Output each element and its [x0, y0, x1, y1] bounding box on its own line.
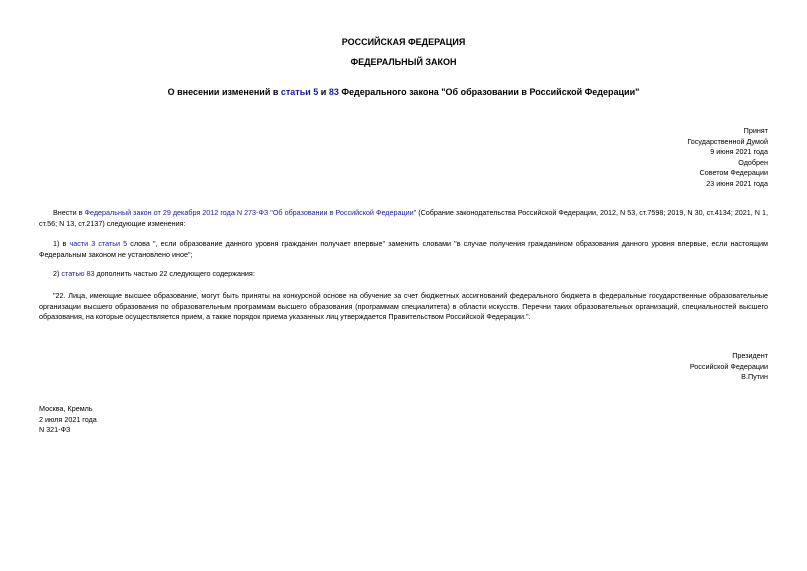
- title-mid2: Федерального закона "Об образовании в Российской Федерации": [338, 87, 640, 97]
- item1-prefix: 1) в: [53, 239, 70, 248]
- footer-number: N 321-ФЗ: [39, 425, 71, 434]
- adoption-duma: Государственной Думой: [687, 136, 768, 146]
- footer-place: Москва, Кремль: [39, 404, 93, 413]
- item1-link[interactable]: части 3 статьи 5: [69, 239, 128, 248]
- document-law-type-heading: ФЕДЕРАЛЬНЫЙ ЗАКОН: [350, 57, 457, 67]
- title-prefix: О внесении изменений в: [167, 87, 281, 97]
- intro-prefix: Внести в: [53, 208, 85, 217]
- quote-paragraph: "22. Лица, имеющие высшее образование, могут быть приняты на конкурсной основе на обучение за счет бюджетных ассигнований федерального бюджета в федеральные государственные образовательные организации высшего образования по образовательным программам высшего образования (программам специалитета) в области искусств. Перечни таких образовательных организаций, специальностей высшего образования, на которые осуществляется прием, а также порядок приема указанных лиц утверждается Правительством Российской Федерации.".: [39, 291, 768, 322]
- adoption-approved: Одобрен: [738, 157, 768, 167]
- item2-prefix: 2): [53, 269, 62, 278]
- adoption-council-date: 23 июня 2021 года: [706, 178, 768, 188]
- signature-name: В.Путин: [741, 372, 768, 381]
- document-country-heading: РОССИЙСКАЯ ФЕДЕРАЦИЯ: [341, 37, 466, 47]
- item-2-paragraph: [39, 269, 768, 280]
- item-1-paragraph: [39, 239, 768, 260]
- footer-date: 2 июля 2021 года: [39, 414, 97, 424]
- adoption-council: Советом Федерации: [699, 168, 768, 177]
- item1-suffix: слова ", если образование данного уровня гражданин получает впервые" заменить словами "в случае получения гражданином образования данного уровня впервые, если настоящим Федеральным законом не установлено иное";: [39, 239, 768, 259]
- intro-paragraph: [39, 208, 768, 229]
- title-mid1: и: [318, 87, 329, 97]
- item2-link[interactable]: статью 83: [61, 269, 95, 278]
- intro-suffix: (Собрание законодательства Российской Федерации, 2012, N 53, ст.7598; 2019, N 30, ст.4134; 2021, N 1, ст.56; N 13, ст.2137) следующие изменения:: [39, 208, 768, 228]
- footer-block: [39, 404, 97, 436]
- intro-law-link[interactable]: Федеральный закон от 29 декабря 2012 года N 273-ФЗ "Об образовании в Российской Федерации": [84, 208, 417, 217]
- adoption-adopted: Принят: [743, 126, 768, 135]
- title-link-article-83[interactable]: 83: [328, 87, 339, 97]
- adoption-block: [687, 126, 768, 189]
- title-link-article-5[interactable]: статьи 5: [280, 87, 319, 97]
- signature-block: [690, 351, 768, 383]
- signature-title: Президент: [732, 351, 768, 360]
- signature-country: Российской Федерации: [689, 361, 768, 371]
- adoption-duma-date: 9 июня 2021 года: [710, 147, 768, 156]
- item2-suffix: дополнить частью 22 следующего содержания:: [94, 269, 255, 278]
- document-title: [0, 87, 807, 97]
